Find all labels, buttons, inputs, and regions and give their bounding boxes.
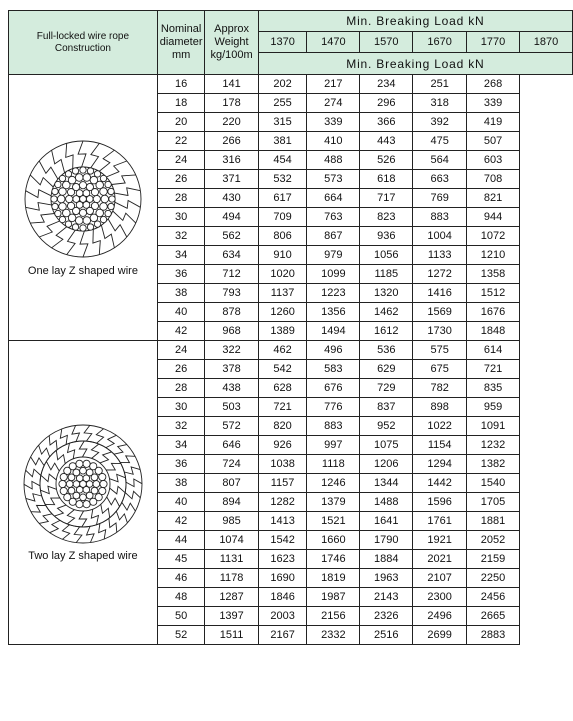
breaking-load-cell: 617 — [258, 189, 307, 208]
breaking-load-cell: 296 — [360, 94, 413, 113]
breaking-load-cell: 315 — [258, 113, 307, 132]
breaking-load-cell: 883 — [307, 417, 360, 436]
breaking-load-cell: 1623 — [258, 550, 307, 569]
breaking-load-cell: 782 — [413, 379, 467, 398]
grade-header: 1670 — [413, 32, 467, 53]
breaking-load-cell: 274 — [307, 94, 360, 113]
breaking-load-cell: 821 — [467, 189, 520, 208]
diameter-cell: 36 — [157, 455, 204, 474]
breaking-load-cell: 496 — [307, 341, 360, 360]
diameter-cell: 32 — [157, 227, 204, 246]
nominal-diameter-header: Nominal diameter mm — [157, 11, 204, 75]
weight-cell: 178 — [205, 94, 258, 113]
breaking-load-cell: 1881 — [467, 512, 520, 531]
weight-cell: 807 — [205, 474, 258, 493]
breaking-load-cell: 1612 — [360, 322, 413, 341]
weight-cell: 793 — [205, 284, 258, 303]
breaking-load-cell: 1075 — [360, 436, 413, 455]
breaking-load-cell: 1379 — [307, 493, 360, 512]
breaking-load-cell: 721 — [467, 360, 520, 379]
one-lay-construction-cell — [9, 75, 158, 341]
breaking-load-cell: 959 — [467, 398, 520, 417]
breaking-load-cell: 583 — [307, 360, 360, 379]
grade-header: 1870 — [520, 32, 573, 53]
weight-cell: 724 — [205, 455, 258, 474]
weight-cell: 1511 — [205, 626, 258, 645]
weight-cell: 1074 — [205, 531, 258, 550]
construction-label: Two lay Z shaped wire — [28, 549, 138, 562]
min-breaking-load-unit-header: Min. Breaking Load kN — [258, 53, 572, 75]
breaking-load-cell: 542 — [258, 360, 307, 379]
breaking-load-cell: 837 — [360, 398, 413, 417]
diameter-cell: 42 — [157, 512, 204, 531]
breaking-load-cell: 1099 — [307, 265, 360, 284]
breaking-load-cell: 2159 — [467, 550, 520, 569]
breaking-load-cell: 867 — [307, 227, 360, 246]
breaking-load-cell: 1413 — [258, 512, 307, 531]
breaking-load-cell: 1494 — [307, 322, 360, 341]
approx-weight-header: Approx Weight kg/100m — [205, 11, 258, 75]
diameter-cell: 24 — [157, 341, 204, 360]
breaking-load-cell: 936 — [360, 227, 413, 246]
breaking-load-cell: 1488 — [360, 493, 413, 512]
weight-cell: 968 — [205, 322, 258, 341]
breaking-load-cell: 419 — [467, 113, 520, 132]
breaking-load-cell: 2496 — [413, 607, 467, 626]
diameter-cell: 44 — [157, 531, 204, 550]
weight-cell: 266 — [205, 132, 258, 151]
breaking-load-cell: 629 — [360, 360, 413, 379]
table-header — [9, 11, 573, 75]
breaking-load-cell: 1761 — [413, 512, 467, 531]
grade-header: 1770 — [467, 32, 520, 53]
breaking-load-cell: 1118 — [307, 455, 360, 474]
weight-cell: 1131 — [205, 550, 258, 569]
breaking-load-cell: 721 — [258, 398, 307, 417]
breaking-load-cell: 663 — [413, 170, 467, 189]
breaking-load-cell: 944 — [467, 208, 520, 227]
breaking-load-cell: 1790 — [360, 531, 413, 550]
breaking-load-cell: 2883 — [467, 626, 520, 645]
diameter-cell: 26 — [157, 360, 204, 379]
min-breaking-load-header: Min. Breaking Load kN — [258, 11, 572, 32]
diameter-cell: 50 — [157, 607, 204, 626]
breaking-load-cell: 575 — [413, 341, 467, 360]
weight-cell: 1397 — [205, 607, 258, 626]
diameter-cell: 48 — [157, 588, 204, 607]
breaking-load-cell: 318 — [413, 94, 467, 113]
diameter-cell: 28 — [157, 379, 204, 398]
breaking-load-cell: 1987 — [307, 588, 360, 607]
breaking-load-cell: 1819 — [307, 569, 360, 588]
breaking-load-cell: 1690 — [258, 569, 307, 588]
breaking-load-cell: 614 — [467, 341, 520, 360]
breaking-load-cell: 443 — [360, 132, 413, 151]
breaking-load-cell: 2332 — [307, 626, 360, 645]
grade-header: 1570 — [360, 32, 413, 53]
construction-header: Full-locked wire rope Construction — [9, 11, 158, 75]
construction-label: One lay Z shaped wire — [27, 264, 138, 277]
grade-header: 1370 — [258, 32, 307, 53]
breaking-load-cell: 820 — [258, 417, 307, 436]
breaking-load-cell: 1569 — [413, 303, 467, 322]
breaking-load-cell: 392 — [413, 113, 467, 132]
spec-sheet — [8, 10, 573, 645]
breaking-load-cell: 717 — [360, 189, 413, 208]
grade-header: 1470 — [307, 32, 360, 53]
breaking-load-cell: 1210 — [467, 246, 520, 265]
breaking-load-cell: 2665 — [467, 607, 520, 626]
weight-cell: 494 — [205, 208, 258, 227]
breaking-load-cell: 1884 — [360, 550, 413, 569]
diameter-cell: 28 — [157, 189, 204, 208]
breaking-load-cell: 1272 — [413, 265, 467, 284]
breaking-load-cell: 1232 — [467, 436, 520, 455]
weight-cell: 646 — [205, 436, 258, 455]
breaking-load-cell: 1020 — [258, 265, 307, 284]
diameter-cell: 32 — [157, 417, 204, 436]
breaking-load-cell: 1056 — [360, 246, 413, 265]
breaking-load-cell: 2052 — [467, 531, 520, 550]
diameter-cell: 38 — [157, 284, 204, 303]
breaking-load-cell: 776 — [307, 398, 360, 417]
breaking-load-cell: 573 — [307, 170, 360, 189]
breaking-load-cell: 1137 — [258, 284, 307, 303]
breaking-load-cell: 1091 — [467, 417, 520, 436]
diameter-cell: 16 — [157, 75, 204, 94]
table-body — [9, 75, 573, 645]
wire-rope-spec-table — [8, 10, 573, 645]
breaking-load-cell: 1542 — [258, 531, 307, 550]
breaking-load-cell: 1676 — [467, 303, 520, 322]
breaking-load-cell: 708 — [467, 170, 520, 189]
breaking-load-cell: 979 — [307, 246, 360, 265]
breaking-load-cell: 2167 — [258, 626, 307, 645]
breaking-load-cell: 2021 — [413, 550, 467, 569]
breaking-load-cell: 926 — [258, 436, 307, 455]
breaking-load-cell: 366 — [360, 113, 413, 132]
breaking-load-cell: 1848 — [467, 322, 520, 341]
breaking-load-cell: 1358 — [467, 265, 520, 284]
diameter-cell: 46 — [157, 569, 204, 588]
breaking-load-cell: 507 — [467, 132, 520, 151]
weight-cell: 322 — [205, 341, 258, 360]
breaking-load-cell: 1540 — [467, 474, 520, 493]
diameter-cell: 34 — [157, 246, 204, 265]
breaking-load-cell: 339 — [467, 94, 520, 113]
breaking-load-cell: 763 — [307, 208, 360, 227]
breaking-load-cell: 1382 — [467, 455, 520, 474]
breaking-load-cell: 952 — [360, 417, 413, 436]
breaking-load-cell: 2300 — [413, 588, 467, 607]
breaking-load-cell: 1157 — [258, 474, 307, 493]
weight-cell: 1287 — [205, 588, 258, 607]
breaking-load-cell: 234 — [360, 75, 413, 94]
diameter-cell: 42 — [157, 322, 204, 341]
breaking-load-cell: 2107 — [413, 569, 467, 588]
breaking-load-cell: 729 — [360, 379, 413, 398]
breaking-load-cell: 410 — [307, 132, 360, 151]
breaking-load-cell: 536 — [360, 341, 413, 360]
weight-cell: 378 — [205, 360, 258, 379]
weight-cell: 878 — [205, 303, 258, 322]
breaking-load-cell: 1921 — [413, 531, 467, 550]
breaking-load-cell: 1846 — [258, 588, 307, 607]
breaking-load-cell: 255 — [258, 94, 307, 113]
breaking-load-cell: 1206 — [360, 455, 413, 474]
breaking-load-cell: 618 — [360, 170, 413, 189]
breaking-load-cell: 2003 — [258, 607, 307, 626]
breaking-load-cell: 1660 — [307, 531, 360, 550]
breaking-load-cell: 1730 — [413, 322, 467, 341]
diameter-cell: 30 — [157, 398, 204, 417]
diameter-cell: 22 — [157, 132, 204, 151]
breaking-load-cell: 1389 — [258, 322, 307, 341]
breaking-load-cell: 883 — [413, 208, 467, 227]
breaking-load-cell: 2143 — [360, 588, 413, 607]
breaking-load-cell: 2156 — [307, 607, 360, 626]
breaking-load-cell: 603 — [467, 151, 520, 170]
diameter-cell: 26 — [157, 170, 204, 189]
two-lay-construction-cell — [9, 341, 158, 645]
weight-cell: 316 — [205, 151, 258, 170]
breaking-load-cell: 1462 — [360, 303, 413, 322]
breaking-load-cell: 1416 — [413, 284, 467, 303]
weight-cell: 371 — [205, 170, 258, 189]
weight-cell: 141 — [205, 75, 258, 94]
table-row — [9, 75, 573, 94]
weight-cell: 562 — [205, 227, 258, 246]
breaking-load-cell: 2250 — [467, 569, 520, 588]
breaking-load-cell: 454 — [258, 151, 307, 170]
breaking-load-cell: 675 — [413, 360, 467, 379]
table-row — [9, 341, 573, 360]
breaking-load-cell: 1596 — [413, 493, 467, 512]
breaking-load-cell: 462 — [258, 341, 307, 360]
breaking-load-cell: 1246 — [307, 474, 360, 493]
breaking-load-cell: 835 — [467, 379, 520, 398]
breaking-load-cell: 898 — [413, 398, 467, 417]
breaking-load-cell: 1705 — [467, 493, 520, 512]
breaking-load-cell: 769 — [413, 189, 467, 208]
breaking-load-cell: 488 — [307, 151, 360, 170]
breaking-load-cell: 2699 — [413, 626, 467, 645]
breaking-load-cell: 1260 — [258, 303, 307, 322]
breaking-load-cell: 2326 — [360, 607, 413, 626]
one-lay-wire-cross-section-icon — [23, 139, 143, 259]
weight-cell: 503 — [205, 398, 258, 417]
breaking-load-cell: 564 — [413, 151, 467, 170]
breaking-load-cell: 1294 — [413, 455, 467, 474]
diameter-cell: 36 — [157, 265, 204, 284]
breaking-load-cell: 381 — [258, 132, 307, 151]
breaking-load-cell: 1282 — [258, 493, 307, 512]
breaking-load-cell: 1072 — [467, 227, 520, 246]
breaking-load-cell: 2516 — [360, 626, 413, 645]
breaking-load-cell: 532 — [258, 170, 307, 189]
breaking-load-cell: 806 — [258, 227, 307, 246]
breaking-load-cell: 202 — [258, 75, 307, 94]
diameter-cell: 24 — [157, 151, 204, 170]
breaking-load-cell: 664 — [307, 189, 360, 208]
breaking-load-cell: 1223 — [307, 284, 360, 303]
weight-cell: 985 — [205, 512, 258, 531]
breaking-load-cell: 1746 — [307, 550, 360, 569]
weight-cell: 220 — [205, 113, 258, 132]
diameter-cell: 20 — [157, 113, 204, 132]
breaking-load-cell: 709 — [258, 208, 307, 227]
weight-cell: 712 — [205, 265, 258, 284]
breaking-load-cell: 339 — [307, 113, 360, 132]
breaking-load-cell: 676 — [307, 379, 360, 398]
breaking-load-cell: 1022 — [413, 417, 467, 436]
breaking-load-cell: 1442 — [413, 474, 467, 493]
weight-cell: 438 — [205, 379, 258, 398]
breaking-load-cell: 1320 — [360, 284, 413, 303]
diameter-cell: 38 — [157, 474, 204, 493]
breaking-load-cell: 251 — [413, 75, 467, 94]
diameter-cell: 34 — [157, 436, 204, 455]
diameter-cell: 40 — [157, 493, 204, 512]
diameter-cell: 45 — [157, 550, 204, 569]
diameter-cell: 30 — [157, 208, 204, 227]
weight-cell: 1178 — [205, 569, 258, 588]
diameter-cell: 18 — [157, 94, 204, 113]
breaking-load-cell: 823 — [360, 208, 413, 227]
breaking-load-cell: 1185 — [360, 265, 413, 284]
breaking-load-cell: 1154 — [413, 436, 467, 455]
breaking-load-cell: 997 — [307, 436, 360, 455]
weight-cell: 894 — [205, 493, 258, 512]
diameter-cell: 52 — [157, 626, 204, 645]
weight-cell: 634 — [205, 246, 258, 265]
breaking-load-cell: 1641 — [360, 512, 413, 531]
breaking-load-cell: 628 — [258, 379, 307, 398]
breaking-load-cell: 1038 — [258, 455, 307, 474]
weight-cell: 572 — [205, 417, 258, 436]
breaking-load-cell: 1133 — [413, 246, 467, 265]
breaking-load-cell: 2456 — [467, 588, 520, 607]
breaking-load-cell: 526 — [360, 151, 413, 170]
breaking-load-cell: 1344 — [360, 474, 413, 493]
breaking-load-cell: 268 — [467, 75, 520, 94]
breaking-load-cell: 217 — [307, 75, 360, 94]
breaking-load-cell: 475 — [413, 132, 467, 151]
breaking-load-cell: 1356 — [307, 303, 360, 322]
two-lay-wire-cross-section-icon — [23, 424, 143, 544]
breaking-load-cell: 1963 — [360, 569, 413, 588]
diameter-cell: 40 — [157, 303, 204, 322]
weight-cell: 430 — [205, 189, 258, 208]
breaking-load-cell: 1512 — [467, 284, 520, 303]
breaking-load-cell: 910 — [258, 246, 307, 265]
breaking-load-cell: 1521 — [307, 512, 360, 531]
breaking-load-cell: 1004 — [413, 227, 467, 246]
